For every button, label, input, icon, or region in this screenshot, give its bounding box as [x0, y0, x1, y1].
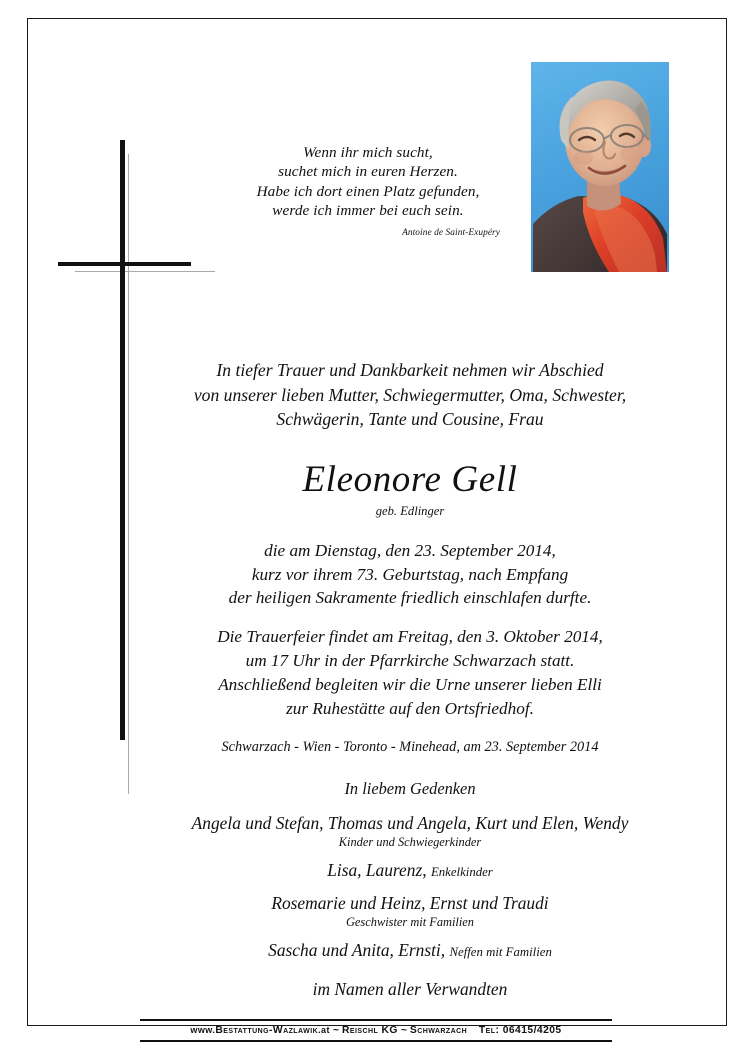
deceased-maiden-name: geb. Edlinger: [375, 503, 445, 518]
family-group-nephews-role: Neffen mit Familien: [449, 945, 552, 960]
remembrance-heading: In liebem Gedenken: [344, 779, 476, 799]
family-group-nephews-names: Sascha und Anita, Ernsti,: [268, 940, 446, 961]
places-and-date: Schwarzach - Wien - Toronto - Minehead, am 23. September 2014: [221, 739, 599, 756]
footer-gap: [467, 1025, 479, 1036]
passing-line-2: kurz vor ihrem 73. Geburtstag, nach Empfang: [251, 564, 569, 584]
funeral-line-3: Anschließend begleiten wir die Urne unserer lieben Elli: [218, 674, 602, 694]
quote-line-3: Habe ich dort einen Platz gefunden,: [256, 182, 480, 200]
family-group-children-names: Angela und Stefan, Thomas und Angela, Kurt und Elen, Wendy: [191, 813, 629, 834]
family-group-grandchildren-names: Lisa, Laurenz,: [327, 860, 427, 881]
funeral-line-4: zur Ruhestätte auf den Ortsfriedhof.: [286, 698, 534, 718]
family-group-children-role: Kinder und Schwiegerkinder: [338, 835, 482, 850]
quote-line-4: werde ich immer bei euch sein.: [272, 202, 464, 220]
footer-website-prefix: www.: [190, 1025, 216, 1035]
lead-line-2: von unserer lieben Mutter, Schwiegermutter, Oma, Schwester,: [193, 384, 627, 405]
funeral-details: [100, 625, 720, 720]
footer-separator-1: ~: [332, 1025, 339, 1036]
quote-attribution: Antoine de Saint-Exupéry: [402, 227, 500, 238]
announcement-lead: [100, 358, 720, 432]
passing-line-1: die am Dienstag, den 23. September 2014,: [264, 540, 556, 560]
footer-company: Reischl KG: [341, 1025, 398, 1036]
lead-line-3: Schwägerin, Tante und Cousine, Frau: [276, 409, 544, 430]
memorial-quote: [236, 143, 500, 243]
footer-separator-2: ~: [400, 1025, 407, 1036]
footer-website: Bestattung-Wazlawik: [215, 1025, 319, 1036]
quote-line-1: Wenn ihr mich sucht,: [303, 144, 433, 161]
family-group-siblings-names: Rosemarie und Heinz, Ernst und Traudi: [271, 893, 549, 914]
passing-details: [100, 539, 720, 610]
footer-phone: Tel: 06415/4205: [478, 1025, 562, 1036]
funeral-line-1: Die Trauerfeier findet am Freitag, den 3. Oktober 2014,: [217, 627, 603, 647]
cross-horizontal-bar: [58, 262, 191, 266]
family-group-siblings-role: Geschwister mit Familien: [345, 915, 475, 930]
family-group-grandchildren-role: Enkelkinder: [430, 865, 493, 880]
footer-rule-top: [140, 1019, 612, 1021]
footer-town: Schwarzach: [409, 1025, 468, 1036]
footer-imprint: [140, 1023, 612, 1038]
portrait-photo: [531, 62, 669, 272]
family-group-grandchildren: [100, 859, 720, 883]
family-closing-line: im Namen aller Verwandten: [312, 979, 508, 1000]
quote-line-2: suchet mich in euren Herzen.: [278, 163, 458, 181]
family-group-nephews: [100, 939, 720, 963]
lead-line-1: In tiefer Trauer und Dankbarkeit nehmen wir Abschied: [216, 360, 604, 380]
funeral-line-2: um 17 Uhr in der Pfarrkirche Schwarzach statt.: [245, 650, 575, 670]
deceased-name: Eleonore Gell: [302, 458, 518, 500]
cross-horizontal-shadow: [75, 271, 215, 272]
footer-website-tld: .at: [318, 1025, 330, 1035]
footer-rule-bottom: [140, 1040, 612, 1042]
announcement-body: [100, 358, 720, 1000]
passing-line-3: der heiligen Sakramente friedlich einschlafen durfte.: [228, 588, 592, 608]
